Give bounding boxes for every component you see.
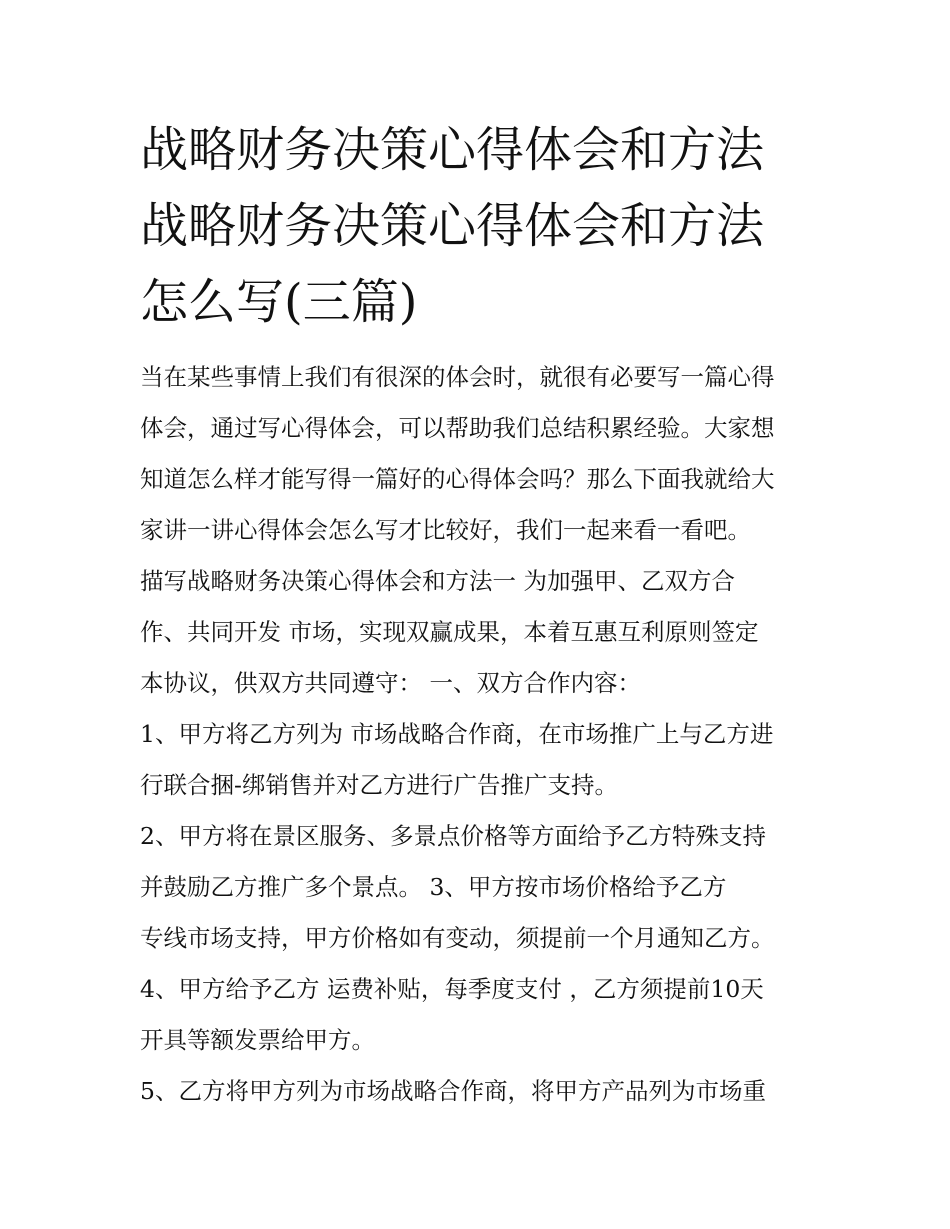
body-line: 专线市场支持，甲方价格如有变动，须提前一个月通知乙方。 xyxy=(140,924,775,952)
body-line: 1、甲方将乙方列为 市场战略合作商，在市场推广上与乙方进 xyxy=(140,720,774,748)
title-line-1: 战略财务决策心得体会和方法 xyxy=(140,122,765,178)
body-line: 2、甲方将在景区服务、多景点价格等方面给予乙方特殊支持 xyxy=(140,822,766,850)
body-line: 体会，通过写心得体会，可以帮助我们总结积累经验。大家想 xyxy=(140,414,775,442)
title-line-2: 战略财务决策心得体会和方法 xyxy=(140,198,765,254)
body-line: 描写战略财务决策心得体会和方法一 为加强甲、乙双方合 xyxy=(140,567,735,595)
body-line: 行联合捆-绑销售并对乙方进行广告推广支持。 xyxy=(140,771,618,799)
body-line: 5、乙方将甲方列为市场战略合作商，将甲方产品列为市场重 xyxy=(140,1077,766,1105)
body-line: 并鼓励乙方推广多个景点。 3、甲方按市场价格给予乙方 xyxy=(140,873,727,901)
body-line: 开具等额发票给甲方。 xyxy=(140,1026,375,1054)
body-line: 知道怎么样才能写得一篇好的心得体会吗？那么下面我就给大 xyxy=(140,465,775,493)
document-body xyxy=(140,352,830,1117)
body-line: 当在某些事情上我们有很深的体会时，就很有必要写一篇心得 xyxy=(140,363,775,391)
body-line: 本协议，供双方共同遵守： 一、双方合作内容： xyxy=(140,669,641,697)
body-line: 4、甲方给予乙方 运费补贴，每季度支付 ，乙方须提前10天 xyxy=(140,975,764,1003)
body-line: 作、共同开发 市场，实现双赢成果，本着互惠互利原则签定 xyxy=(140,618,759,646)
title-line-3: 怎么写(三篇) xyxy=(140,274,418,330)
document-title xyxy=(140,112,820,340)
body-line: 家讲一讲心得体会怎么写才比较好，我们一起来看一看吧。 xyxy=(140,516,751,544)
